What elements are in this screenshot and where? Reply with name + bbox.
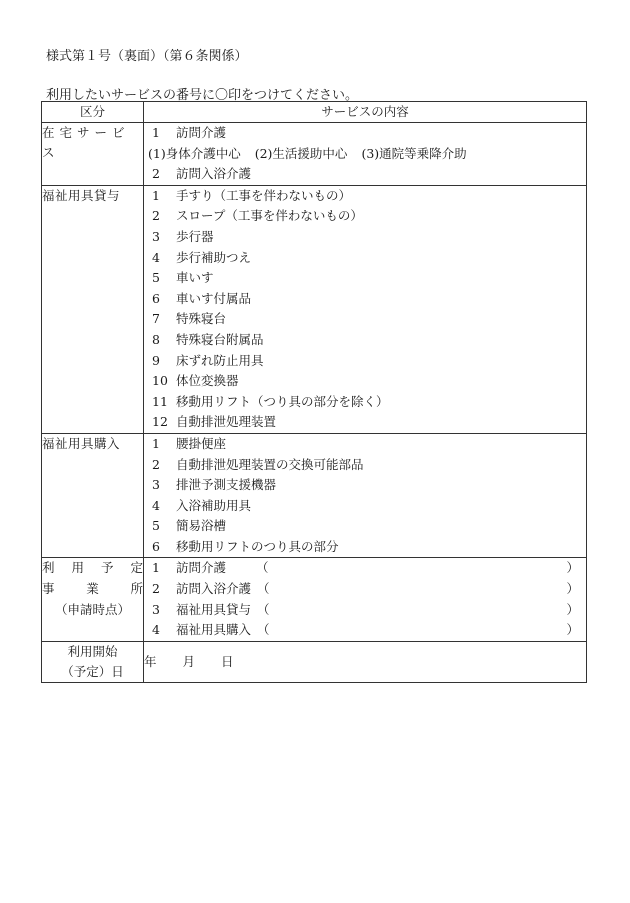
header-service-content: サービスの内容 xyxy=(144,102,587,123)
purchase-row xyxy=(42,433,587,558)
start-date-row xyxy=(42,641,587,682)
month-label: 月 xyxy=(182,653,196,669)
start-date-field[interactable] xyxy=(144,641,587,682)
list-item[interactable]: 4 入浴補助用具 xyxy=(152,497,252,513)
purchase-items xyxy=(144,433,587,558)
list-item[interactable]: 10 体位変換器 xyxy=(152,373,239,389)
home-service-row xyxy=(42,123,587,186)
list-item[interactable]: 2 訪問入浴介護 xyxy=(152,166,252,182)
list-item[interactable]: 2 スロープ（工事を伴わないもの） xyxy=(152,208,363,224)
sub-option[interactable]: (1)身体介護中心 xyxy=(148,145,241,161)
service-table xyxy=(41,101,587,683)
home-service-items xyxy=(144,123,587,186)
office-entry[interactable]: 1 訪問介護 （ ） xyxy=(152,560,579,576)
list-item[interactable]: 3 歩行器 xyxy=(152,228,214,244)
list-item[interactable]: 5 簡易浴槽 xyxy=(152,518,227,534)
office-entry[interactable]: 4 福祉用具購入 （ ） xyxy=(152,622,579,638)
rental-category: 福祉用具貸与 xyxy=(42,185,144,433)
list-item[interactable]: 5 車いす xyxy=(152,270,214,286)
planned-office-items xyxy=(144,558,587,641)
list-item[interactable]: 8 特殊寝台附属品 xyxy=(152,331,264,347)
start-date-category: 利用開始 （予定）日 xyxy=(42,641,144,682)
list-item[interactable]: 6 車いす付属品 xyxy=(152,290,252,306)
purchase-category: 福祉用具購入 xyxy=(42,433,144,558)
office-entry[interactable]: 3 福祉用具貸与 （ ） xyxy=(152,601,579,617)
planned-office-category: 利 用 予 定 事 業 所 （申請時点） xyxy=(42,558,144,641)
list-item[interactable]: 2 自動排泄処理装置の交換可能部品 xyxy=(152,456,364,472)
instruction-text: 利用したいサービスの番号に〇印をつけてください。 xyxy=(46,88,359,103)
list-item[interactable]: 4 歩行補助つえ xyxy=(152,249,252,265)
rental-items xyxy=(144,185,587,433)
home-service-category: 在宅サービス xyxy=(42,123,144,186)
planned-office-row xyxy=(42,558,587,641)
sub-option[interactable]: (2)生活援助中心 xyxy=(254,145,348,161)
form-title: 様式第１号（裏面）（第６条関係） xyxy=(46,49,248,64)
list-item[interactable]: 1 訪問介護 xyxy=(152,125,227,140)
list-item[interactable]: 11 移動用リフト（つり具の部分を除く） xyxy=(152,393,389,409)
home-visit-care-sub-options xyxy=(144,144,586,165)
year-label: 年 xyxy=(144,653,157,669)
list-item[interactable]: 12 自動排泄処理装置 xyxy=(152,414,277,430)
office-entry[interactable]: 2 訪問入浴介護 （ ） xyxy=(152,581,579,597)
table-header-row xyxy=(42,102,587,123)
rental-row xyxy=(42,185,587,433)
list-item[interactable]: 6 移動用リフトのつり具の部分 xyxy=(152,538,339,554)
list-item[interactable]: 3 排泄予測支援機器 xyxy=(152,477,277,493)
header-category: 区分 xyxy=(42,102,144,123)
list-item[interactable]: 9 床ずれ防止用具 xyxy=(152,352,264,368)
list-item[interactable]: 1 腰掛便座 xyxy=(152,435,227,451)
sub-option[interactable]: (3)通院等乗降介助 xyxy=(361,145,467,161)
list-item[interactable]: 7 特殊寝台 xyxy=(152,311,227,327)
day-label: 日 xyxy=(221,653,234,669)
list-item[interactable]: 1 手すり（工事を伴わないもの） xyxy=(152,187,352,203)
